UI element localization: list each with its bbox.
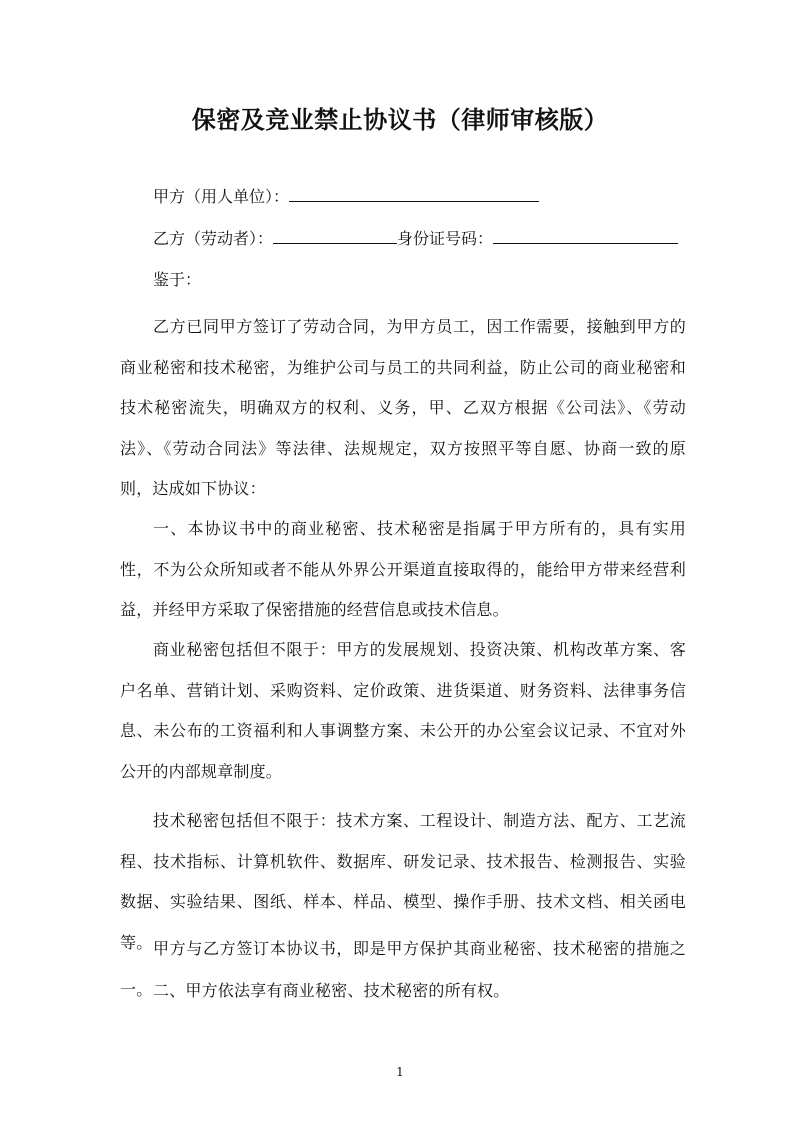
business-secret-paragraph: 商业秘密包括但不限于：甲方的发展规划、投资决策、机构改革方案、客户名单、营销计划、采购资料、定价政策、进货渠道、财务资料、法律事务信息、未公布的工资福利和人事调整方案、未公开的办公室会议记录、不宜对外公开的内部规章制度。 — [120, 640, 686, 781]
document-title: 保密及竞业禁止协议书（律师审核版） — [191, 105, 609, 134]
page-number: 1 — [396, 1065, 404, 1079]
party-a-line — [153, 184, 539, 209]
preamble-paragraph: 乙方已同甲方签订了劳动合同，为甲方员工，因工作需要，接触到甲方的商业秘密和技术秘密，为维护公司与员工的共同利益，防止公司的商业秘密和技术秘密流失，明确双方的权利、义务，甲、乙双方根据《公司法》、《劳动法》、《劳动合同法》等法律、法规规定，双方按照平等自愿、协商一致的原则，达成如下协议： — [120, 317, 686, 498]
id-number-blank — [493, 226, 678, 244]
clause-2-paragraph: 二、甲方依法享有商业秘密、技术秘密的所有权。 — [153, 981, 510, 1000]
party-b-line — [153, 226, 678, 251]
party-b-blank — [273, 226, 397, 244]
party-a-blank — [289, 184, 539, 202]
party-a-label: 甲方（用人单位）： — [153, 187, 290, 206]
clause-1-paragraph: 一、本协议书中的商业秘密、技术秘密是指属于甲方所有的，具有实用性，不为公众所知或者不能从外界公开渠道直接取得的，能给甲方带来经营利益，并经甲方采取了保密措施的经营信息或技术信息。 — [120, 519, 686, 619]
agreement-purpose-paragraph: 甲方与乙方签订本协议书，即是甲方保护其商业秘密、技术秘密的措施之一。 — [120, 939, 686, 999]
technical-secret-paragraph: 技术秘密包括但不限于：技术方案、工程设计、制造方法、配方、工艺流程、技术指标、计算机软件、数据库、研发记录、技术报告、检测报告、实验数据、实验结果、图纸、样本、样品、模型、操作手册、技术文档、相关函电等。 — [120, 811, 686, 952]
id-number-label: 身份证号码： — [397, 229, 494, 248]
party-b-label: 乙方（劳动者）： — [153, 229, 274, 248]
whereas-heading: 鉴于： — [153, 270, 202, 289]
